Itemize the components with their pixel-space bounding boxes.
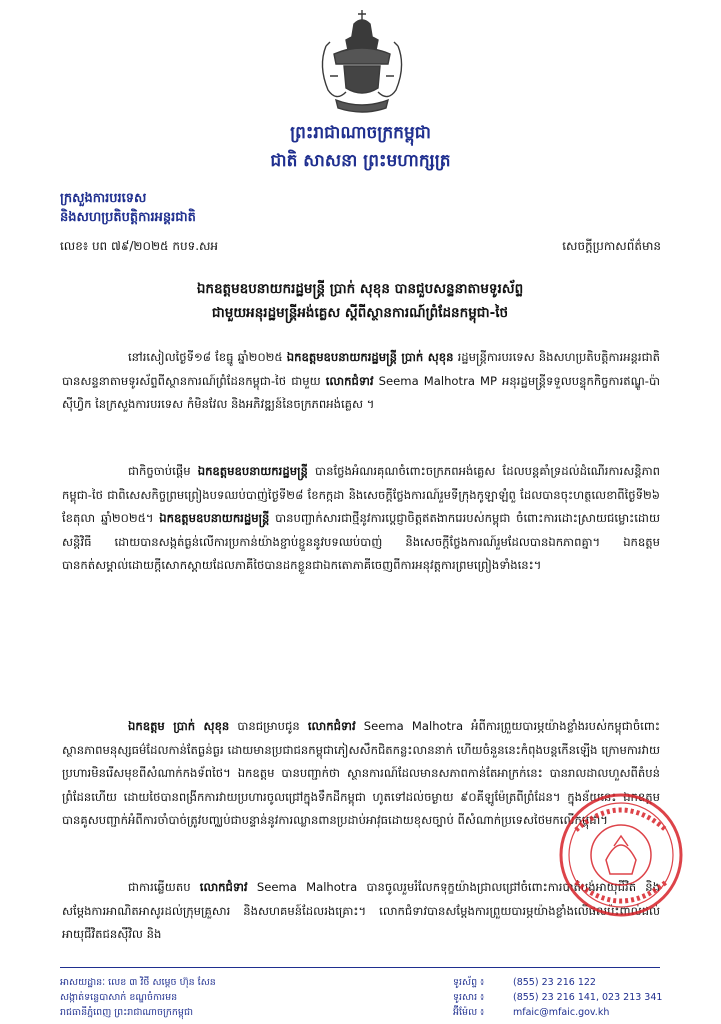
- address-line: សង្កាត់ទន្លេបាសាក់ ខណ្ឌចំការមន: [60, 992, 178, 1003]
- text-span: បានថ្លែងអំណរគុណចំពោះចក្រភពអង់គ្លេស ដែលបន្តគាំទ្រដល់ដំណើរការសន្តិភាពកម្ពុជា-ថៃ ជាពិសេសកិច្ចព្រមព្រៀងបទឈប់បាញ់ថ្ងៃទី២៨ ខែកក្កដា និងសេចក្តីថ្លែងការណ៍រួមទីក្រុងកូឡាឡំពួ ដែលបានចុះហត្ថលេខាពីថ្ងៃទី២៦ ខែតុលា ឆ្នាំ២០២៥។: [62, 464, 660, 525]
- document-type: សេចក្តីប្រកាសព័ត៌មាន: [562, 239, 661, 253]
- paragraph-1: [62, 346, 660, 417]
- phone-label: ទូរស័ព្ទ ៖: [453, 977, 485, 988]
- text-span: នៅរសៀលថ្ងៃទី១៨ ខែធ្នូ ឆ្នាំ២០២៥: [128, 350, 287, 364]
- fax-row: [453, 990, 662, 1005]
- royal-emblem: [316, 6, 408, 116]
- footer-divider: [60, 967, 660, 968]
- reference-number: លេខ៖ បព ៧៩/២០២៥ កបទ.សអ: [60, 239, 219, 253]
- bold-span: ឯកឧត្តមឧបនាយករដ្ឋមន្ត្រី ប្រាក់ សុខុន: [286, 350, 454, 364]
- bold-span: លោកជំទាវ: [325, 373, 374, 388]
- bold-span: ឯកឧត្តមឧបនាយករដ្ឋមន្ត្រី: [159, 511, 270, 525]
- fax-value: (855) 23 216 141, 023 213 341: [513, 992, 663, 1003]
- official-seal: [556, 790, 686, 920]
- address-line: រាជធានីភ្នំពេញ ព្រះរាជាណាចក្រកម្ពុជា: [60, 1007, 193, 1018]
- footer-contacts: [453, 975, 662, 1020]
- text-span: ជាកិច្ចចាប់ផ្តើម: [128, 464, 198, 478]
- address-line: អាសយដ្ឋានៈ លេខ ៣ វិថី សម្តេច ហ៊ុន សែន: [60, 977, 216, 988]
- phone-value: (855) 23 216 122: [513, 977, 596, 988]
- phone-row: [453, 975, 662, 990]
- text-span: បានជម្រាបជូន: [229, 719, 308, 733]
- text-span: Seema Malhotra MP អនុរដ្ឋមន្ត្រីទទួលបន្ទុកកិច្ចការឥណ្ឌូ-ប៉ាស៊ីហ្វិក នៃក្រសួងការបរទេស កំមិនវែល និងអភិវឌ្ឍន៍នៃចក្រភពអង់គ្លេស ។: [62, 373, 660, 411]
- bold-span: លោកជំទាវ: [199, 880, 248, 894]
- headline-line1: ឯកឧត្តមឧបនាយករដ្ឋមន្ត្រី ប្រាក់ សុខុន បានជួបសន្ទនាតាមទូរស័ព្ទ: [196, 281, 524, 297]
- paragraph-2: [62, 460, 660, 578]
- footer-address: [60, 975, 216, 1020]
- text-span: ជាការឆ្លើយតប: [128, 880, 200, 894]
- email-label: អ៊ីម៉ែល ៖: [453, 1007, 485, 1018]
- text-span: Seema Malhotra អំពីការព្រួយបារម្ភយ៉ាងខ្លាំងរបស់កម្ពុជាចំពោះស្ថានភាពមនុស្សធម៌ដែលកាន់តែធ្ងន់ធ្ងរ ដោយមានប្រជាជនកម្ពុជាភៀសសឹកជិតកន្លះលាននាក់ ហើយចំនួននេះកំពុងបន្តកើនឡើង ក្រោមការវាយប្រហារមិនរើសមុខពីសំណាក់កងទ័ពថៃ។ ឯកឧត្តម បានបញ្ជាក់ថា ស្ថានការណ៍ដែលមានសភាពកាន់តែអាក្រក់នេះ បានរាលដាលហួសពីតំបន់ព្រំដែនហើយ ដោយថៃបានពង្រីកការវាយប្រហារចូលជ្រៅក្នុងទឹកដីកម្ពុជា ហូតទៅដល់ចម្ងាយ ៩០គីឡូម៉ែត្រពីព្រំដែន។ ក្នុងន័យនេះ ឯកឧត្តមបានគូសបញ្ជាក់អំពីការចាំបាច់ត្រូវបញ្ឈប់ជាបន្ទាន់នូវការឈ្លានពានប្រដាប់អាវុធដោយខុសច្បាប់ ពីសំណាក់ប្រទេសថៃមកលើកម្ពុជា។: [62, 719, 660, 827]
- email-link[interactable]: mfaic@mfaic.gov.kh: [513, 1007, 610, 1018]
- bold-span: ឯកឧត្តមឧបនាយករដ្ឋមន្ត្រី: [197, 464, 308, 478]
- kingdom-motto: ជាតិ សាសនា ព្រះមហាក្សត្រ: [270, 151, 451, 171]
- fax-label: ទូរសារ ៖: [453, 992, 485, 1003]
- email-row: [453, 1005, 662, 1020]
- text-span: បានបញ្ជាក់សារជាថ្មីនូវការប្តេជ្ញាចិត្តឥតងាករេរបស់កម្ពុជា ចំពោះការដោះស្រាយជម្លោះដោយសន្តិវិធី ដោយបានសង្កត់ធ្ងន់លើការប្រកាន់យ៉ាងខ្ជាប់ខ្ជួននូវបទឈប់បាញ់ និងសេចក្តីថ្លែងការណ៍រួមដែលបានឯកភាពគ្នា។ ឯកឧត្តមបានកត់សម្គាល់ដោយក្តីសោកស្តាយដែលភាគីថៃបានដកខ្លួនជាឯកតោភាគីចេញពីការអនុវត្តការព្រមព្រៀងទាំងនេះ។: [62, 511, 660, 572]
- headline-line2: ជាមួយអនុរដ្ឋមន្ត្រីអង់គ្លេស ស្តីពីស្ថានការណ៍ព្រំដែនកម្ពុជា-ថៃ: [211, 305, 509, 321]
- text-span: Seema Malhotra បានចូលរួមរំលែកទុក្ខយ៉ាងជ្រាលជ្រៅចំពោះការបាត់បង់អាយុជីវិត និងសម្តែងការអាណិតអាសូរដល់ក្រុមគ្រួសារ និងសហគមន៍ដែលរងគ្រោះ។ លោកជំទាវបានសម្តែងការព្រួយបារម្ភយ៉ាងខ្លាំងលើផលប៉ះពាល់ដល់អាយុជីវិតជនស៊ីវិល និង: [62, 880, 660, 941]
- bold-span: លោកជំទាវ: [307, 719, 356, 733]
- ministry-name: ក្រសួងការបរទេស: [60, 191, 147, 206]
- ministry-name-line2: និងសហប្រតិបត្តិការអន្តរជាតិ: [60, 210, 196, 225]
- kingdom-title: ព្រះរាជាណាចក្រកម្ពុជា: [290, 123, 431, 143]
- text-span: រដ្ឋមន្ត្រីការបរទេស និងសហប្រតិបត្តិការអន្តរជាតិ បានសន្ទនាតាមទូរស័ព្ទពីស្ថានការណ៍ព្រំដែនកម្ពុជា-ថៃ ជាមួយ: [62, 350, 660, 388]
- bold-span: ឯកឧត្តម ប្រាក់ សុខុន: [128, 719, 230, 733]
